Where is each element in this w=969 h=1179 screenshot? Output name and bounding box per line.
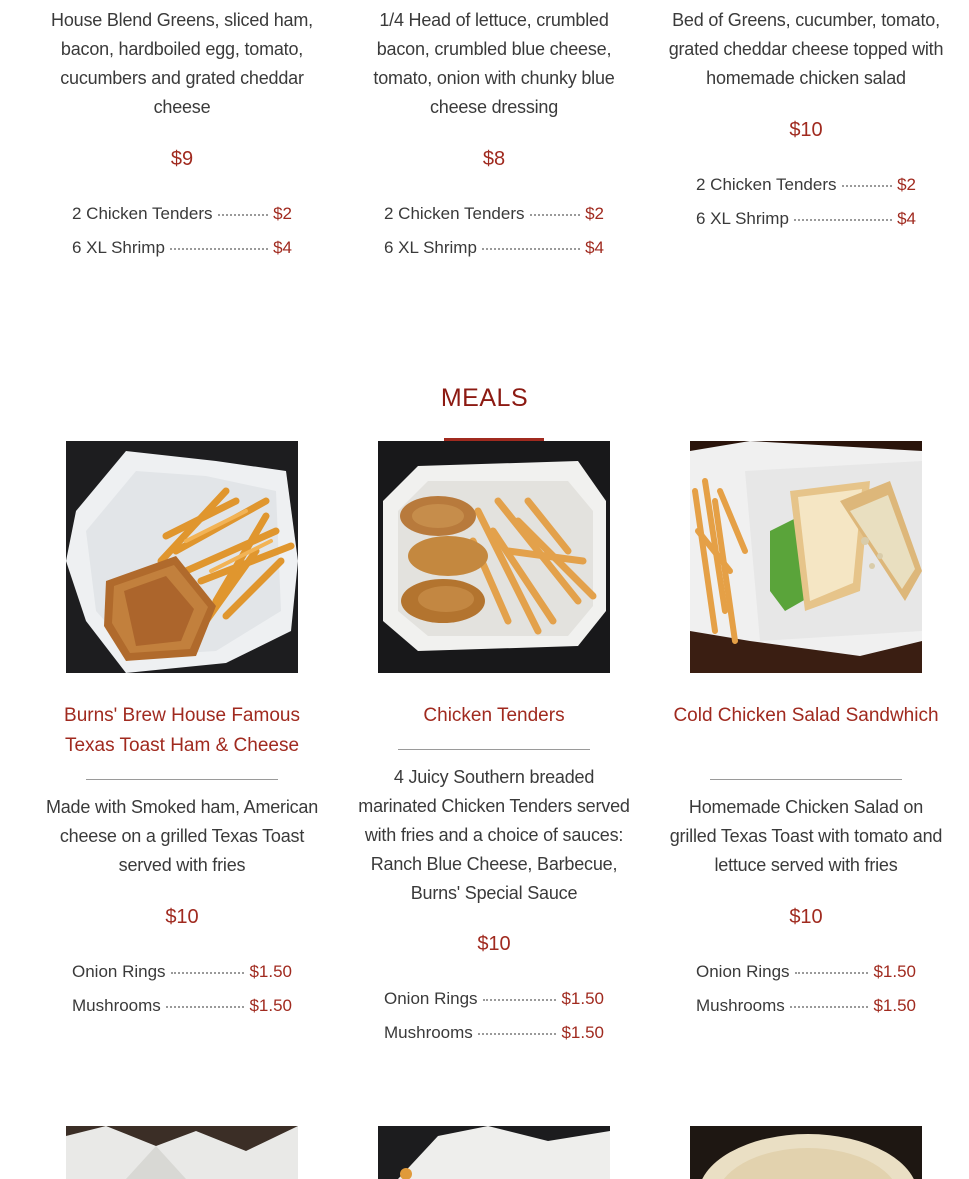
salad-3-description: Bed of Greens, cucumber, tomato, grated cheddar cheese topped with homemade chicken salad (668, 10, 944, 88)
meals-section-title: MEALS (440, 384, 529, 412)
leader-dots (795, 972, 869, 974)
addon-price: $1.50 (249, 996, 292, 1015)
addon-price: $2 (585, 204, 604, 223)
meal-2-name: Chicken Tenders (423, 705, 565, 726)
addon-price: $1.50 (249, 962, 292, 981)
salad-2-addon-tenders (384, 204, 604, 224)
meal-1-description: Made with Smoked ham, American cheese on a grilled Texas Toast served with fries (45, 797, 319, 875)
next-photo-3-illustration (690, 1126, 922, 1179)
leader-dots (218, 214, 269, 216)
addon-price: $1.50 (561, 1023, 604, 1042)
meal-2-addon-mushrooms (384, 1023, 604, 1043)
leader-dots (842, 185, 893, 187)
addon-label: Mushrooms (696, 996, 785, 1015)
meal-3-name: Cold Chicken Salad Sandwhich (673, 705, 939, 726)
addon-price: $2 (897, 175, 916, 194)
meal-3-addon-mushrooms (696, 996, 916, 1016)
addon-label: 6 XL Shrimp (384, 238, 477, 257)
leader-dots (794, 219, 892, 221)
addon-label: Mushrooms (72, 996, 161, 1015)
addon-label: Mushrooms (384, 1023, 473, 1042)
leader-dots (530, 214, 581, 216)
salad-3-price: $10 (789, 119, 823, 141)
salad-1-description: House Blend Greens, sliced ham, bacon, hardboiled egg, tomato, cucumbers and grated cheddar cheese (51, 10, 313, 117)
addon-price: $2 (273, 204, 292, 223)
next-meal-photo-3 (690, 1126, 922, 1179)
meal-1-addon-mushrooms (72, 996, 292, 1016)
next-meal-photo-1 (66, 1126, 298, 1179)
meal-1-price: $10 (165, 906, 199, 928)
addon-label: 6 XL Shrimp (72, 238, 165, 257)
addon-price: $1.50 (873, 996, 916, 1015)
meal-1-divider (86, 779, 278, 780)
meal-photo-chicken-salad-sandwich (690, 441, 922, 673)
next-photo-2-illustration (378, 1126, 610, 1179)
addon-label: 2 Chicken Tenders (696, 175, 837, 194)
addon-price: $4 (273, 238, 292, 257)
chicken-tenders-photo-illustration (378, 441, 610, 673)
leader-dots (171, 972, 245, 974)
ham-cheese-photo-illustration (66, 441, 298, 673)
meal-3-divider (710, 779, 902, 780)
addon-price: $4 (585, 238, 604, 257)
salad-3-addon-tenders (696, 175, 916, 195)
meal-3-addon-onion-rings (696, 962, 916, 982)
leader-dots (166, 1006, 245, 1008)
addon-label: Onion Rings (72, 962, 166, 981)
addon-price: $4 (897, 209, 916, 228)
salad-1-addon-shrimp (72, 238, 292, 258)
addon-label: Onion Rings (696, 962, 790, 981)
meal-1-name: Burns' Brew House Famous Texas Toast Ham & Cheese (64, 705, 300, 756)
meal-3-description: Homemade Chicken Salad on grilled Texas Toast with tomato and lettuce served with fries (669, 797, 943, 875)
meal-3-price: $10 (789, 906, 823, 928)
salad-2-price: $8 (482, 148, 506, 170)
addon-label: Onion Rings (384, 989, 478, 1008)
meal-2-description: 4 Juicy Southern breaded marinated Chicken Tenders served with fries and a choice of sauces: Ranch Blue Cheese, Barbecue, Burns' Special Sauce (358, 767, 630, 903)
leader-dots (482, 248, 580, 250)
next-photo-1-illustration (66, 1126, 298, 1179)
salad-2-addon-shrimp (384, 238, 604, 258)
salad-3-addon-shrimp (696, 209, 916, 229)
meal-photo-ham-cheese (66, 441, 298, 673)
addon-price: $1.50 (873, 962, 916, 981)
meal-1-addon-onion-rings (72, 962, 292, 982)
leader-dots (478, 1033, 557, 1035)
salad-2-description: 1/4 Head of lettuce, crumbled bacon, crumbled blue cheese, tomato, onion with chunky blue cheese dressing (373, 10, 615, 117)
meal-2-addon-onion-rings (384, 989, 604, 1009)
salad-1-price: $9 (170, 148, 194, 170)
leader-dots (790, 1006, 869, 1008)
addon-price: $1.50 (561, 989, 604, 1008)
next-meal-photo-2 (378, 1126, 610, 1179)
addon-label: 2 Chicken Tenders (72, 204, 213, 223)
leader-dots (483, 999, 557, 1001)
meal-2-price: $10 (477, 933, 511, 955)
salad-1-addon-tenders (72, 204, 292, 224)
meal-photo-chicken-tenders (378, 441, 610, 673)
addon-label: 2 Chicken Tenders (384, 204, 525, 223)
addon-label: 6 XL Shrimp (696, 209, 789, 228)
meal-2-divider (398, 749, 590, 750)
chicken-salad-photo-illustration (690, 441, 922, 673)
leader-dots (170, 248, 268, 250)
